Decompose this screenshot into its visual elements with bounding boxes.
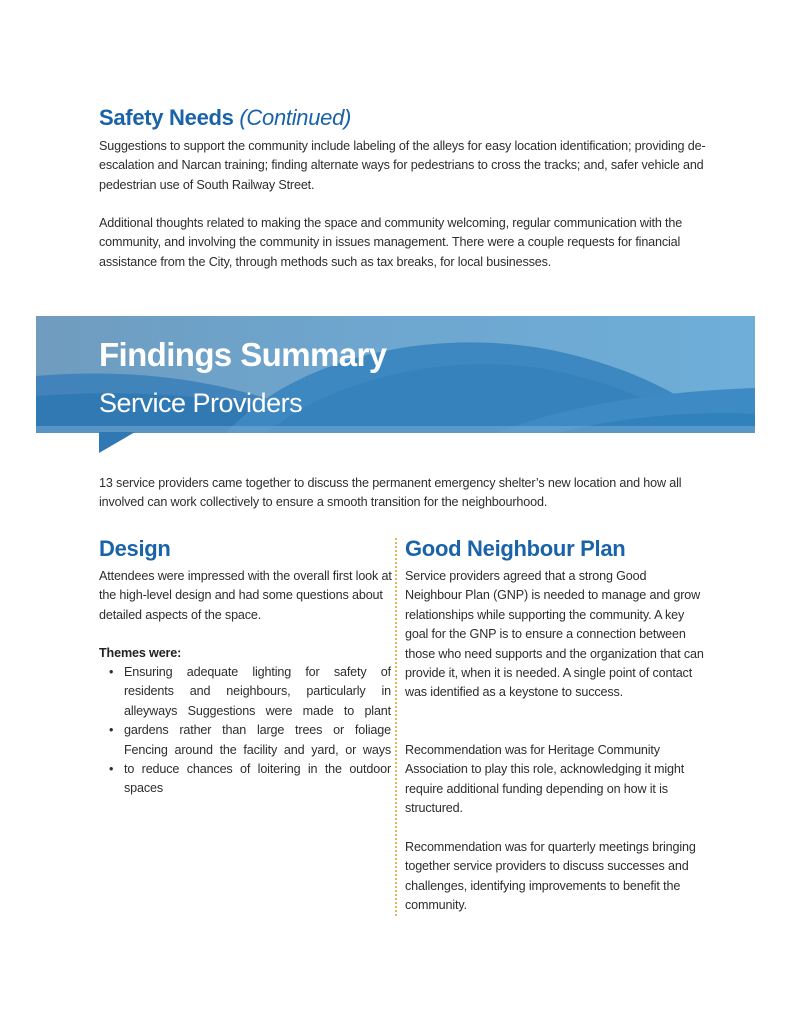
intro-paragraph: 13 service providers came together to discuss the permanent emergency shelter’s new location and how all involved can work collectively to ensure a smooth transition for the neighbourhood.	[99, 476, 682, 510]
theme-line: Fencing around the facility and yard, or ways	[124, 742, 391, 757]
safety-needs-continued: (Continued)	[239, 105, 352, 130]
banner-subtitle: Service Providers	[99, 388, 303, 418]
bullet-icon: •	[109, 723, 114, 738]
safety-needs-heading	[99, 104, 351, 132]
good-neighbour-plan-heading: Good Neighbour Plan	[405, 536, 626, 561]
column-divider	[395, 538, 397, 916]
banner-speech-tail	[99, 432, 135, 453]
gnp-paragraph-1: Service providers agreed that a strong Good Neighbour Plan (GNP) is needed to manage and grow relationships while supporting the community. A key goal for the GNP is to ensure a connection between those who need supports and the organization that can provide it, when it is needed. A single point of contact was identified as a keystone to success.	[405, 569, 704, 700]
theme-line: spaces	[124, 781, 164, 796]
bullet-icon: •	[109, 665, 114, 679]
design-heading: Design	[99, 536, 171, 561]
theme-line: • Ensuring adequate lighting for safety of	[99, 663, 391, 682]
theme-line: • gardens rather than large trees or foliage	[99, 721, 391, 740]
themes-list	[99, 663, 391, 799]
banner-title: Findings Summary	[99, 336, 387, 373]
gnp-paragraph-3: Recommendation was for quarterly meetings bringing together service providers to discuss successes and challenges, identifying improvements to benefit the community.	[405, 840, 696, 913]
gnp-paragraph-2: Recommendation was for Heritage Community Association to play this role, acknowledging it might require additional funding depending on how it is structured.	[405, 743, 685, 816]
themes-label: Themes were:	[99, 646, 182, 660]
safety-paragraph-2: Additional thoughts related to making the space and community welcoming, regular communication with the community, and involving the community in issues management. There were a couple requests for financial assistance from the City, through methods such as tax breaks, for local businesses.	[99, 216, 683, 269]
bullet-icon: •	[109, 761, 114, 776]
safety-paragraph-1: Suggestions to support the community include labeling of the alleys for easy location identification; providing de-escalation and Narcan training; finding alternate ways for pedestrians to cross the tracks; and, safer vehicle and pedestrian use of South Railway Street.	[99, 139, 706, 192]
theme-line: residents and neighbours, particularly in	[124, 684, 391, 699]
theme-line: • to reduce chances of loitering in the outdoor	[99, 760, 391, 779]
design-paragraph: Attendees were impressed with the overall first look at the high-level design and had some questions about detailed aspects of the space.	[99, 569, 392, 622]
safety-needs-title: Safety Needs	[99, 105, 234, 130]
theme-line: alleyways Suggestions were made to plant	[124, 703, 391, 718]
